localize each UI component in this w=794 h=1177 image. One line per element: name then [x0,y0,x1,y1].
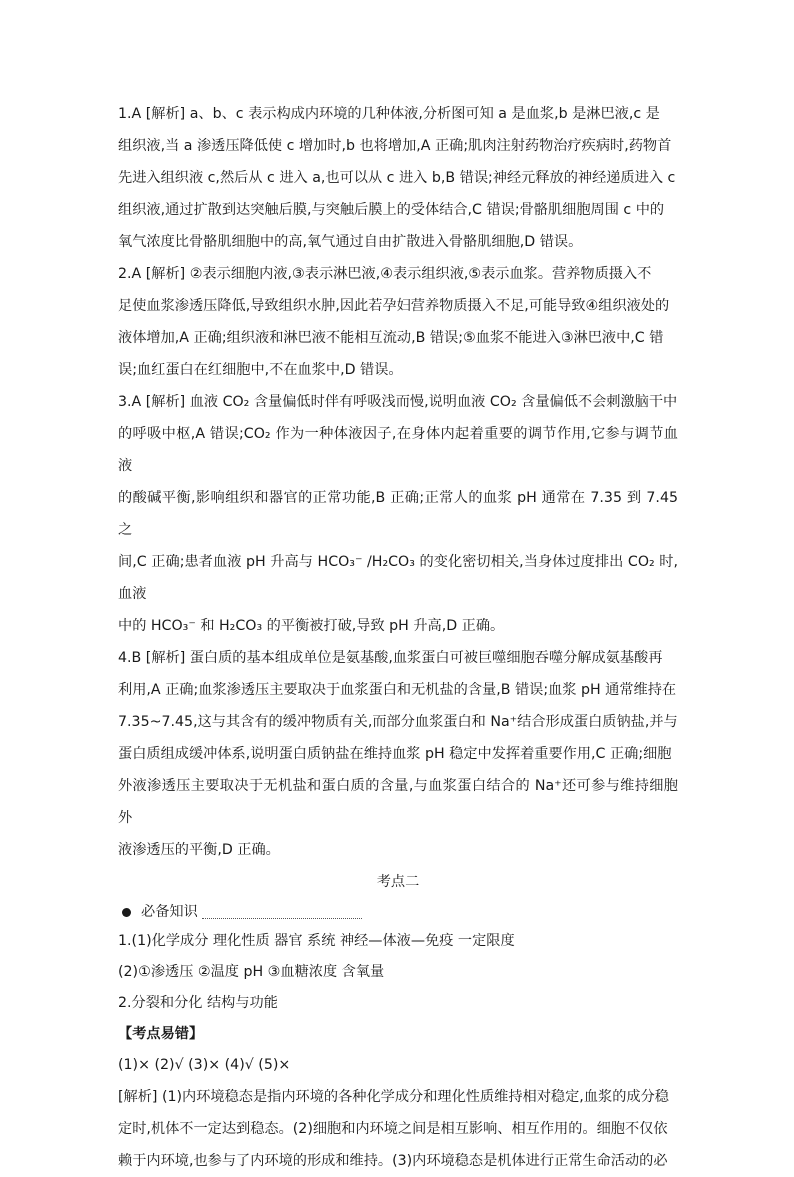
answer-line: 中的 HCO₃⁻ 和 H₂CO₃ 的平衡被打破,导致 pH 升高,D 正确。 [118,618,505,634]
answer-line: 足使血浆渗透压降低,导致组织水肿,因此若孕妇营养物质摄入不足,可能导致④组织液处的 [118,298,670,314]
answer-line: 1.A [解析] a、b、c 表示构成内环境的几种体液,分析图可知 a 是血浆,b 是淋巴液,c 是 [118,106,660,122]
answer-line: 4.B [解析] 蛋白质的基本组成单位是氨基酸,血浆蛋白可被巨噬细胞吞噬分解成氨基酸再 [118,650,663,666]
answer-line: 氧气浓度比骨骼肌细胞中的高,氧气通过自由扩散进入骨骼肌细胞,D 错误。 [118,234,583,250]
knowledge-line: 1.(1)化学成分 理化性质 器官 系统 神经—体液—免疫 一定限度 [118,933,515,949]
document-content [118,98,678,1177]
dotted-rule [202,906,362,919]
answer-line: 利用,A 正确;血浆渗透压主要取决于血浆蛋白和无机盐的含量,B 错误;血浆 pH 通常维持在 [118,682,677,698]
errors-explanation-line: 赖于内环境,也参与了内环境的形成和维持。(3)内环境稳态是机体进行正常生命活动的必 [118,1153,668,1169]
answer-line: 液体增加,A 正确;组织液和淋巴液不能相互流动,B 错误;⑤血浆不能进入③淋巴液中,C 错 [118,330,664,346]
errors-explanation-line: 定时,机体不一定达到稳态。(2)细胞和内环境之间是相互影响、相互作用的。细胞不仅依 [118,1121,668,1137]
answer-line: 7.35~7.45,这与其含有的缓冲物质有关,而部分血浆蛋白和 Na⁺结合形成蛋白质钠盐,并与 [118,714,678,730]
answer-2 [118,258,678,386]
answer-4 [118,642,678,866]
answer-line: 蛋白质组成缓冲体系,说明蛋白质钠盐在维持血浆 pH 稳定中发挥着重要作用,C 正确;细胞 [118,746,672,762]
knowledge-heading [118,898,678,926]
answer-line: 的酸碱平衡,影响组织和器官的正常功能,B 正确;正常人的血浆 pH 通常在 7.35 到 7.45 之 [118,490,678,538]
answer-line: 先进入组织液 c,然后从 c 进入 a,也可以从 c 进入 b,B 错误;神经元释放的神经递质进入 c [118,170,676,186]
knowledge-heading-label: 必备知识 [141,904,198,920]
bullet-icon [122,908,131,917]
answer-line: 误;血红蛋白在红细胞中,不在血浆中,D 错误。 [118,362,403,378]
answer-line: 间,C 正确;患者血液 pH 升高与 HCO₃⁻ /H₂CO₃ 的变化密切相关,当身体过度排出 CO₂ 时,血液 [118,554,678,602]
answer-line: 2.A [解析] ②表示细胞内液,③表示淋巴液,④表示组织液,⑤表示血浆。营养物质摄入不 [118,266,652,282]
knowledge-line: (2)①渗透压 ②温度 pH ③血糖浓度 含氧量 [118,964,385,980]
answer-line: 外液渗透压主要取决于无机盐和蛋白质的含量,与血浆蛋白结合的 Na⁺还可参与维持细胞外 [118,778,678,826]
errors-heading: 【考点易错】 [118,1026,204,1042]
answer-1 [118,98,678,258]
answer-line: 组织液,通过扩散到达突触后膜,与突触后膜上的受体结合,C 错误;骨骼肌细胞周围 c 中的 [118,202,665,218]
answer-line: 组织液,当 a 渗透压降低使 c 增加时,b 也将增加,A 正确;肌肉注射药物治疗疾病时,药物首 [118,138,672,154]
answer-line: 液渗透压的平衡,D 正确。 [118,842,280,858]
errors-explanation-line: [解析] (1)内环境稳态是指内环境的各种化学成分和理化性质维持相对稳定,血浆的成分稳 [118,1089,669,1105]
answer-line: 的呼吸中枢,A 错误;CO₂ 作为一种体液因子,在身体内起着重要的调节作用,它参与调节血液 [118,426,678,474]
answer-line: 3.A [解析] 血液 CO₂ 含量偏低时伴有呼吸浅而慢,说明血液 CO₂ 含量偏低不会刺激脑干中 [118,394,678,410]
section-title: 考点二 [376,874,420,890]
answer-3 [118,386,678,642]
errors-answers: (1)× (2)√ (3)× (4)√ (5)× [118,1057,291,1073]
knowledge-line: 2.分裂和分化 结构与功能 [118,995,278,1011]
